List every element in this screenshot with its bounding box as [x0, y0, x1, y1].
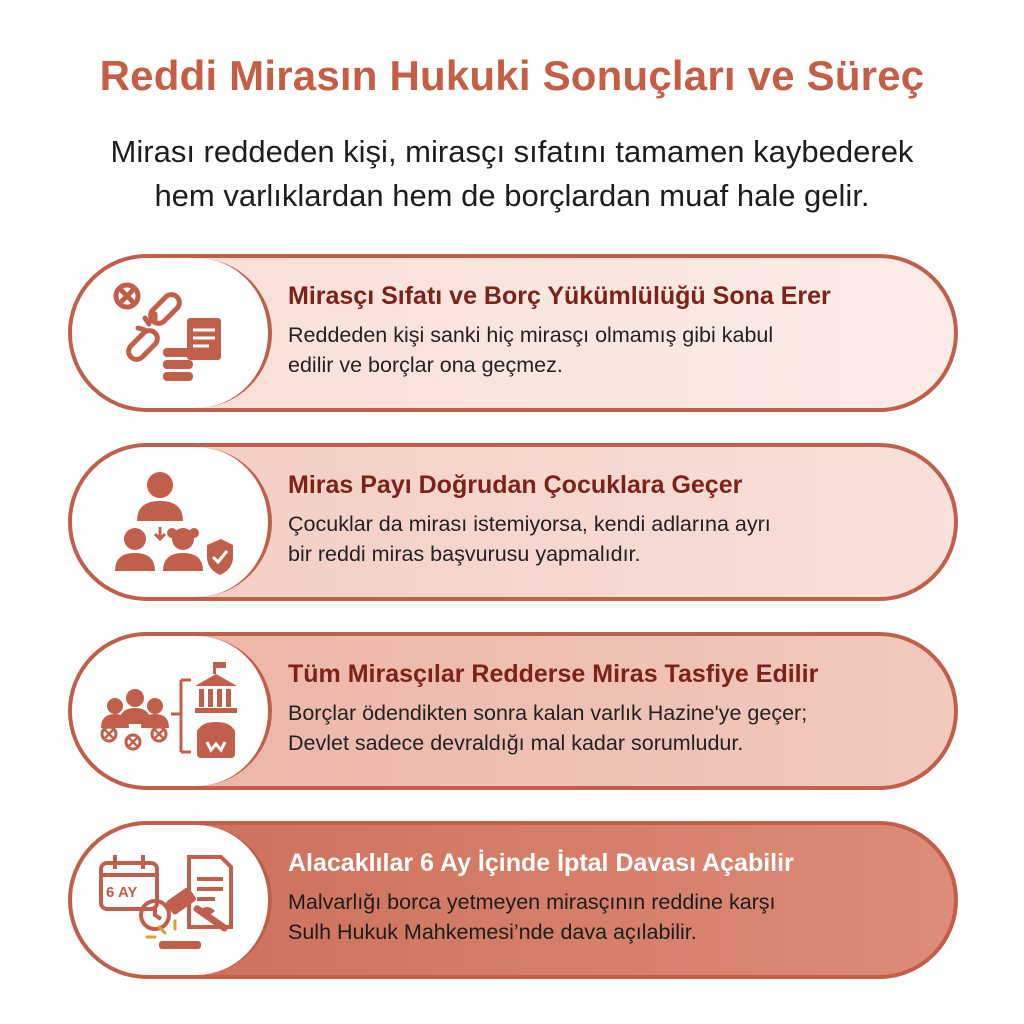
- card-text: [288, 469, 926, 569]
- card-title: Tüm Mirasçılar Redderse Miras Tasfiye Edilir: [288, 660, 819, 688]
- treasury-liquidation-icon: [95, 656, 245, 766]
- card-share-to-children: [68, 443, 958, 601]
- card-title: Mirasçı Sıfatı ve Borç Yükümlülüğü Sona Erer: [288, 282, 831, 310]
- card-heir-status: [68, 254, 958, 412]
- card-text: [288, 847, 926, 947]
- card-description-line-1: Malvarlığı borca yetmeyen mirasçının reddine karşı: [288, 890, 776, 914]
- card-title: Alacaklılar 6 Ay İçinde İptal Davası Açabilir: [288, 849, 794, 877]
- card-icon-area: [72, 636, 272, 786]
- subtitle-line-2: hem varlıklardan hem de borçlardan muaf hale gelir.: [154, 178, 870, 213]
- calendar-gavel-icon: [95, 845, 245, 955]
- card-title: Miras Payı Doğrudan Çocuklara Geçer: [288, 471, 743, 499]
- card-description-line-1: Çocuklar da mirası istemiyorsa, kendi adlarına ayrı: [288, 512, 771, 536]
- card-creditor-lawsuit: [68, 821, 958, 979]
- card-description-line-1: Reddeden kişi sanki hiç mirasçı olmamış gibi kabul: [288, 323, 774, 347]
- broken-chain-debt-icon: [105, 278, 235, 388]
- subtitle-line-1: Mirası reddeden kişi, mirasçı sıfatını tamamen kaybederek: [110, 134, 914, 169]
- card-description: [288, 509, 926, 569]
- family-inheritance-icon: [105, 467, 235, 577]
- card-description-line-2: bir reddi miras başvurusu yapmalıdır.: [288, 542, 641, 566]
- card-text: [288, 658, 926, 758]
- card-description-line-1: Borçlar ödendikten sonra kalan varlık Hazine'ye geçer;: [288, 701, 808, 725]
- card-description-line-2: Devlet sadece devraldığı mal kadar sorumludur.: [288, 731, 744, 755]
- card-description-line-2: edilir ve borçlar ona geçmez.: [288, 353, 563, 377]
- page-title: Reddi Mirasın Hukuki Sonuçları ve Süreç: [99, 52, 925, 99]
- card-description: [288, 320, 926, 380]
- card-description-line-2: Sulh Hukuk Mahkemesi’nde dava açılabilir.: [288, 920, 697, 944]
- card-text: [288, 280, 926, 380]
- page-subtitle: [60, 130, 964, 218]
- card-description: [288, 887, 926, 947]
- card-estate-liquidation: [68, 632, 958, 790]
- card-icon-area: [72, 258, 272, 408]
- card-icon-area: [72, 447, 272, 597]
- calendar-6-months-label: 6 AY: [106, 884, 138, 901]
- card-description: [288, 698, 926, 758]
- card-icon-area: [72, 825, 272, 975]
